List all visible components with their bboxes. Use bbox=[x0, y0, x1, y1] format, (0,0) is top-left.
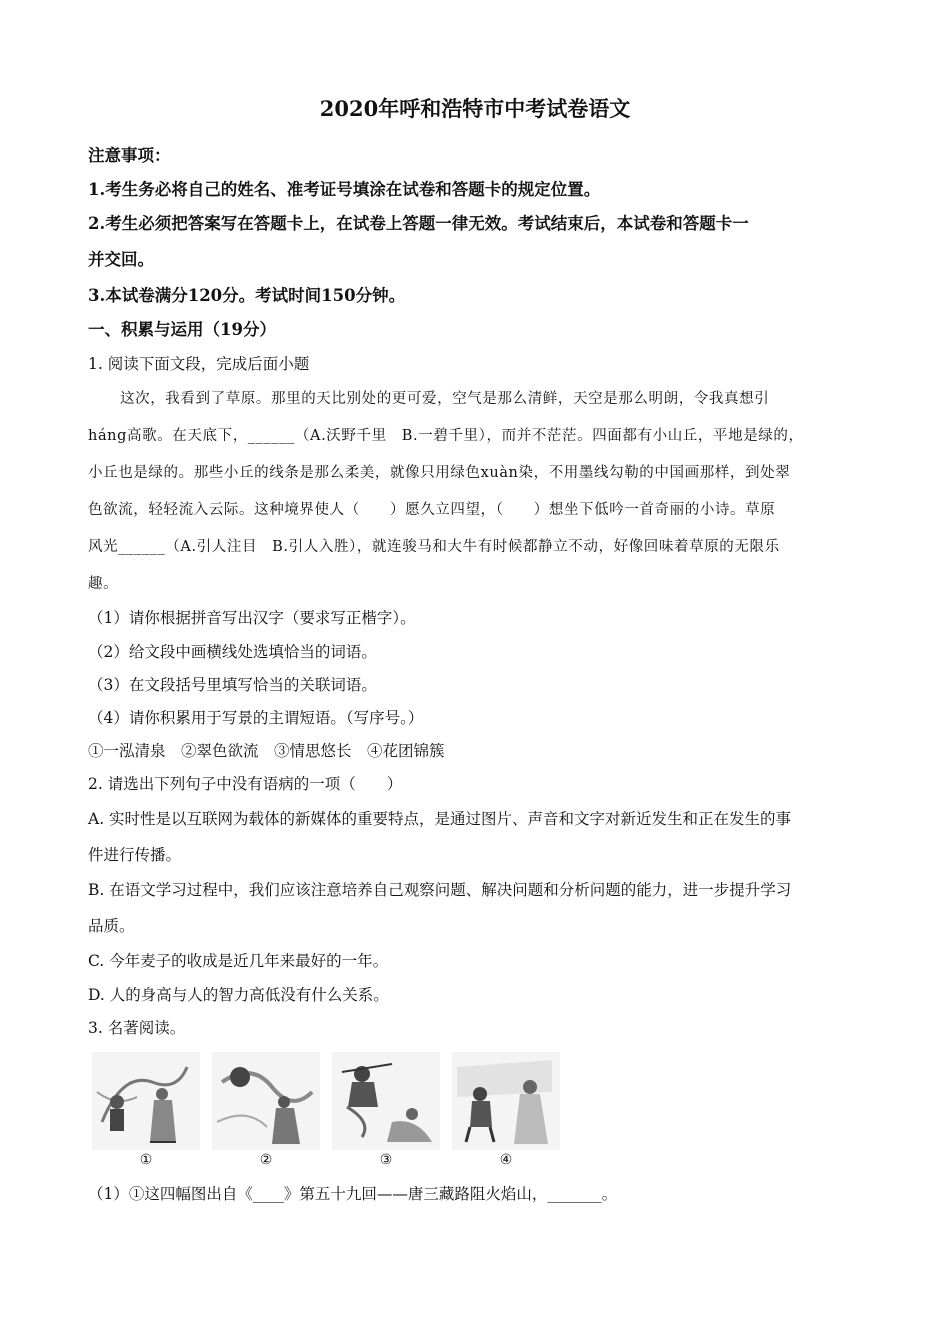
question-2-option-d: D. 人的身高与人的智力高低没有什么关系。 bbox=[88, 986, 389, 1004]
question-1-sub-3: （3）在文段括号里填写恰当的关联词语。 bbox=[88, 676, 377, 694]
passage-line: 小丘也是绿的。那些小丘的线条是那么柔美，就像只用绿色xuàn染，不用墨线勾勒的中国画那样，到处翠 bbox=[88, 465, 791, 481]
question-2-option-a-line-2: 件进行传播。 bbox=[88, 846, 182, 864]
question-1-sub-1: （1）请你根据拼音写出汉字（要求写正楷字）。 bbox=[88, 609, 416, 627]
illustration-caption: ② bbox=[259, 1152, 273, 1168]
passage-line: 这次，我看到了草原。那里的天比别处的更可爱，空气是那么清鲜，天空是那么明朗，令我真想引 bbox=[120, 391, 770, 407]
illustration-3 bbox=[332, 1052, 440, 1150]
question-2-option-b-line-2: 品质。 bbox=[88, 917, 135, 935]
section-heading: 一、积累与运用（19分） bbox=[88, 320, 276, 339]
illustration-4 bbox=[452, 1052, 560, 1150]
notice-item-2-line-1: 2.考生必须把答案写在答题卡上，在试卷上答题一律无效。考试结束后，本试卷和答题卡一 bbox=[88, 214, 749, 233]
illustration-strip bbox=[92, 1052, 562, 1170]
notice-item-2-line-2: 并交回。 bbox=[88, 250, 154, 269]
illustration-caption: ③ bbox=[379, 1152, 393, 1168]
question-2-stem: 2. 请选出下列句子中没有语病的一项（ ） bbox=[88, 775, 403, 793]
passage-line: 趣。 bbox=[88, 576, 119, 592]
question-3-stem: 3. 名著阅读。 bbox=[88, 1019, 186, 1037]
question-1-sub-4: （4）请你积累用于写景的主谓短语。（写序号。） bbox=[88, 709, 424, 727]
illustration-1 bbox=[92, 1052, 200, 1150]
question-1-sub-2: （2）给文段中画横线处选填恰当的词语。 bbox=[88, 643, 377, 661]
illustration-caption: ① bbox=[139, 1152, 153, 1168]
question-2-option-c: C. 今年麦子的收成是近几年来最好的一年。 bbox=[88, 952, 389, 970]
passage-line: 风光______（A.引人注目 B.引人入胜），就连骏马和大牛有时候都静立不动，好像回味着草原的无限乐 bbox=[88, 539, 780, 555]
notice-heading: 注意事项： bbox=[88, 146, 171, 165]
illustration-caption: ④ bbox=[499, 1152, 513, 1168]
passage-line: háng高歌。在天底下，______（A.沃野千里 B.一碧千里），而并不茫茫。四面都有小山丘，平地是绿的， bbox=[88, 428, 804, 444]
illustration-2 bbox=[212, 1052, 320, 1150]
passage-line: 色欲流，轻轻流入云际。这种境界使人（ ）愿久立四望，（ ）想坐下低吟一首奇丽的小诗。草原 bbox=[88, 502, 776, 518]
notice-item-3: 3.本试卷满分120分。考试时间150分钟。 bbox=[88, 286, 406, 305]
question-3-sub-1: （1）①这四幅图出自《____》第五十九回——唐三藏路阻火焰山，_______。 bbox=[88, 1185, 618, 1203]
page-title: 2020年呼和浩特市中考试卷语文 bbox=[319, 96, 631, 121]
notice-item-1: 1.考生务必将自己的姓名、准考证号填涂在试卷和答题卡的规定位置。 bbox=[88, 180, 601, 199]
question-2-option-b-line-1: B. 在语文学习过程中，我们应该注意培养自己观察问题、解决问题和分析问题的能力，进一步提升学习 bbox=[88, 881, 792, 899]
question-1-stem: 1. 阅读下面文段，完成后面小题 bbox=[88, 355, 310, 373]
question-2-option-a-line-1: A. 实时性是以互联网为载体的新媒体的重要特点，是通过图片、声音和文字对新近发生和正在发生的事 bbox=[88, 810, 792, 828]
question-1-options: ①一泓清泉 ②翠色欲流 ③情思悠长 ④花团锦簇 bbox=[88, 742, 445, 760]
